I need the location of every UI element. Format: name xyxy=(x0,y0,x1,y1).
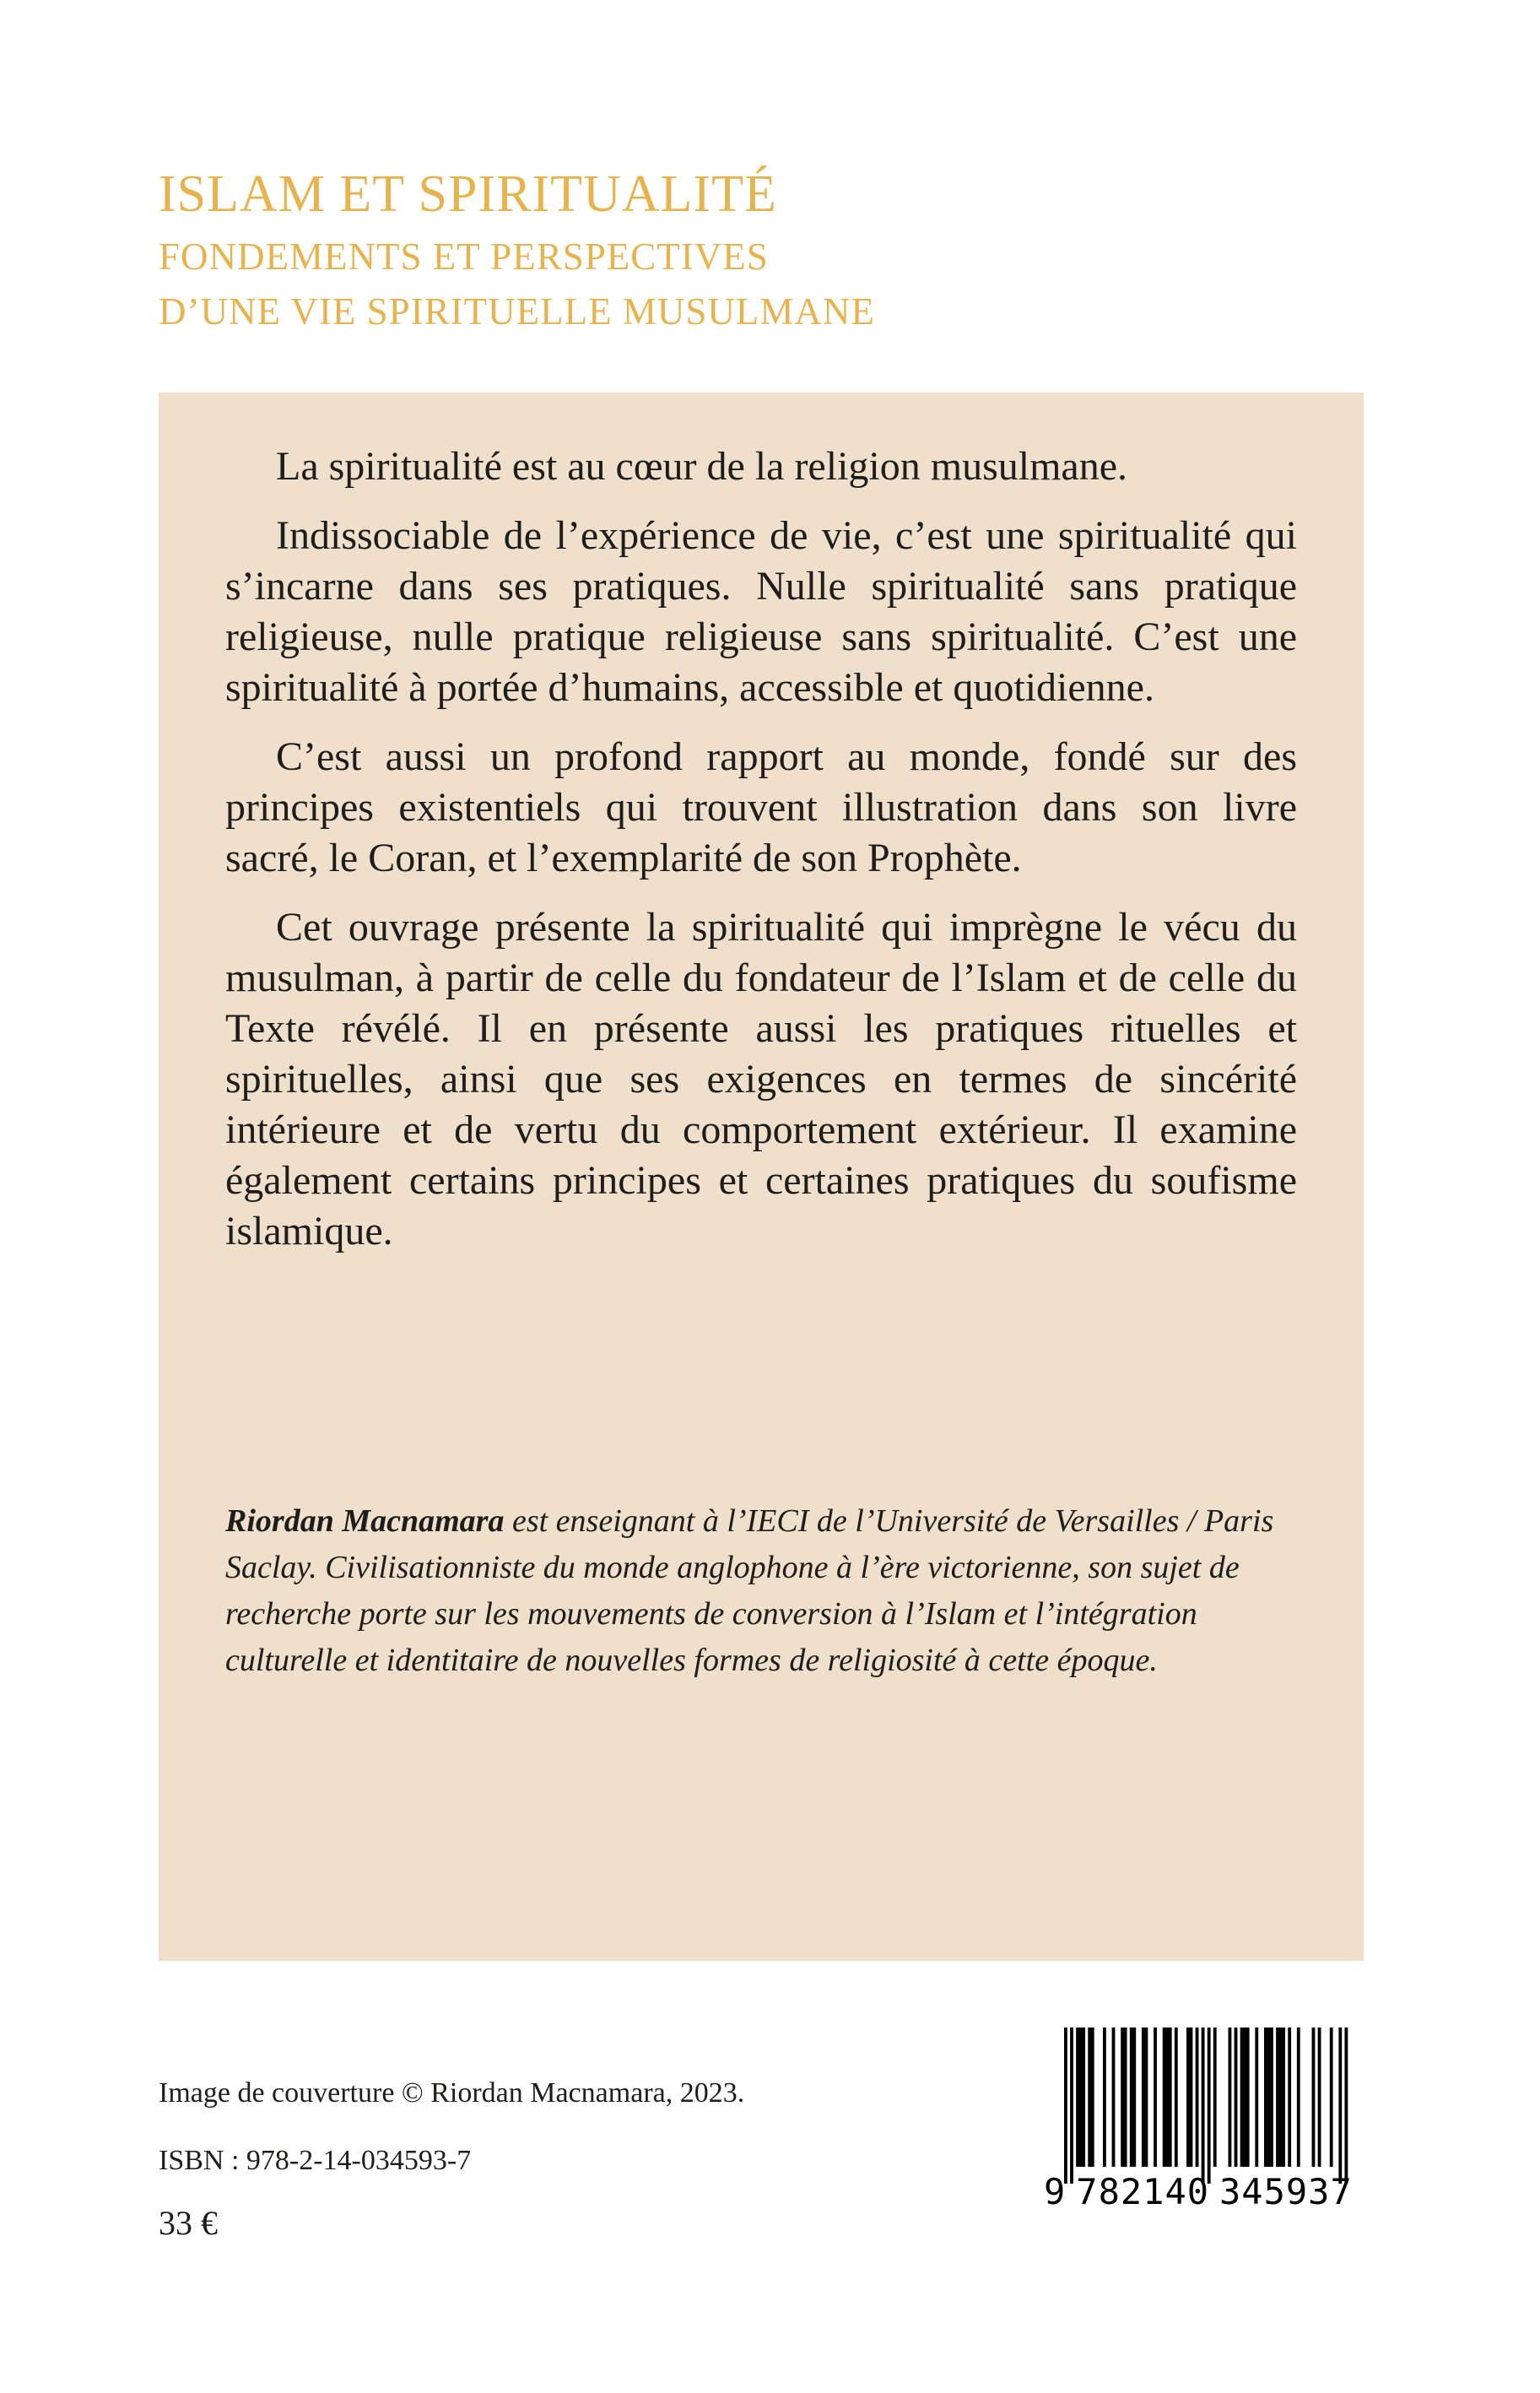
barcode-guard-bar xyxy=(1202,2028,1205,2184)
summary-text xyxy=(225,441,1297,1275)
barcode-guard-bar xyxy=(1338,2028,1342,2184)
barcode-bar xyxy=(1246,2028,1250,2167)
barcode-bar xyxy=(1103,2028,1106,2167)
author-bio-text: est enseignant à l’IECI de l’Université de Versailles / Paris Saclay. Civilisationniste du monde anglophone à l’ère victorienne, son sujet de recherche porte sur les mouvements de conversion à l’Islam et l’intégration culturelle et identitaire de nouvelles formes de religiosité à cette époque. xyxy=(225,1503,1274,1678)
barcode-bar xyxy=(1142,2028,1145,2167)
barcode-bar xyxy=(1240,2028,1244,2167)
barcode-digits-right: 345937 xyxy=(1219,2171,1353,2212)
barcode-bar xyxy=(1297,2028,1300,2167)
barcode-bar xyxy=(1121,2028,1124,2167)
barcode-bar xyxy=(1330,2028,1333,2167)
summary-paragraph-3: C’est aussi un profond rapport au monde, fondé sur des principes existentiels qui trouvent illustration dans son livre sacré, le Coran, et l’exemplarité de son Prophète. xyxy=(225,734,1297,880)
barcode-bar xyxy=(1312,2028,1316,2167)
barcode-bar xyxy=(1088,2028,1091,2167)
barcode-bar xyxy=(1190,2028,1193,2167)
cover-credit: Image de couverture © Riordan Macnamara, 2023. xyxy=(159,2077,745,2109)
barcode-bar xyxy=(1124,2028,1127,2167)
book-subtitle-line-1: FONDEMENTS ET PERSPECTIVES xyxy=(159,236,769,278)
barcode-bars xyxy=(1044,2028,1348,2188)
summary-paragraph-4: Cet ouvrage présente la spiritualité qui imprègne le vécu du musulman, à partir de celle du fondateur de l’Islam et de celle du Texte révélé. Il en présente aussi les pratiques rituelles et spirituelles, ainsi que ses exigences en termes de sincérité intérieure et de vertu du comportement extérieur. Il examine également certains principes et certaines pratiques du soufisme islamique. xyxy=(225,905,1297,1253)
barcode-guard-bar xyxy=(1064,2028,1067,2184)
barcode-bar xyxy=(1082,2028,1085,2167)
barcode-bar xyxy=(1076,2028,1079,2167)
author-bio xyxy=(225,1498,1297,1684)
barcode-bar xyxy=(1318,2028,1321,2167)
barcode-bar xyxy=(1091,2028,1094,2167)
barcode-bar xyxy=(1255,2028,1258,2167)
barcode-guard-bar xyxy=(1344,2028,1348,2184)
barcode-bar xyxy=(1267,2028,1271,2167)
title-block xyxy=(159,159,1382,339)
summary-paragraph-2: Indissociable de l’expérience de vie, c’est une spiritualité qui s’incarne dans ses pratiques. Nulle spiritualité sans pratique religieuse, nulle pratique religieuse sans spiritualité. C’est une spiritualité à portée d’humains, accessible et quotidienne. xyxy=(225,513,1297,710)
isbn: ISBN : 978-2-14-034593-7 xyxy=(159,2145,472,2176)
barcode-bar xyxy=(1288,2028,1291,2167)
book-subtitle-line-2: D’UNE VIE SPIRITUELLE MUSULMANE xyxy=(159,290,875,333)
barcode-bar xyxy=(1154,2028,1157,2167)
barcode-bar xyxy=(1144,2028,1148,2167)
barcode-bar xyxy=(1169,2028,1172,2167)
author-name: Riordan Macnamara xyxy=(225,1503,505,1539)
barcode-bar xyxy=(1270,2028,1273,2167)
barcode-bar xyxy=(1229,2028,1232,2167)
barcode-digits xyxy=(1044,2171,1353,2213)
barcode-bar xyxy=(1264,2028,1267,2167)
barcode-bar xyxy=(1243,2028,1246,2167)
barcode-bar xyxy=(1196,2028,1199,2167)
barcode-bar xyxy=(1079,2028,1083,2167)
barcode-bar xyxy=(1235,2028,1238,2167)
barcode-bar xyxy=(1165,2028,1169,2167)
summary-paragraph-1: La spiritualité est au cœur de la religion musulmane. xyxy=(276,444,1128,489)
barcode-bar xyxy=(1175,2028,1178,2167)
barcode-digits-left: 782140 xyxy=(1076,2171,1210,2212)
barcode-bar xyxy=(1279,2028,1283,2167)
barcode-bar xyxy=(1276,2028,1279,2167)
barcode-guard-bar xyxy=(1208,2028,1211,2184)
isbn-barcode xyxy=(1044,2028,1353,2222)
summary-panel xyxy=(159,393,1364,1961)
barcode-bar xyxy=(1132,2028,1136,2167)
barcode-digit-first: 9 xyxy=(1044,2171,1067,2212)
book-title: ISLAM ET SPIRITUALITÉ xyxy=(159,165,777,223)
price: 33 € xyxy=(159,2204,218,2242)
barcode-bar xyxy=(1130,2028,1133,2167)
barcode-bar xyxy=(1213,2028,1217,2167)
barcode-guard-bar xyxy=(1070,2028,1073,2184)
barcode-bar xyxy=(1186,2028,1190,2167)
barcode-bar xyxy=(1112,2028,1116,2167)
barcode-bar xyxy=(1163,2028,1166,2167)
barcode-bar xyxy=(1282,2028,1285,2167)
